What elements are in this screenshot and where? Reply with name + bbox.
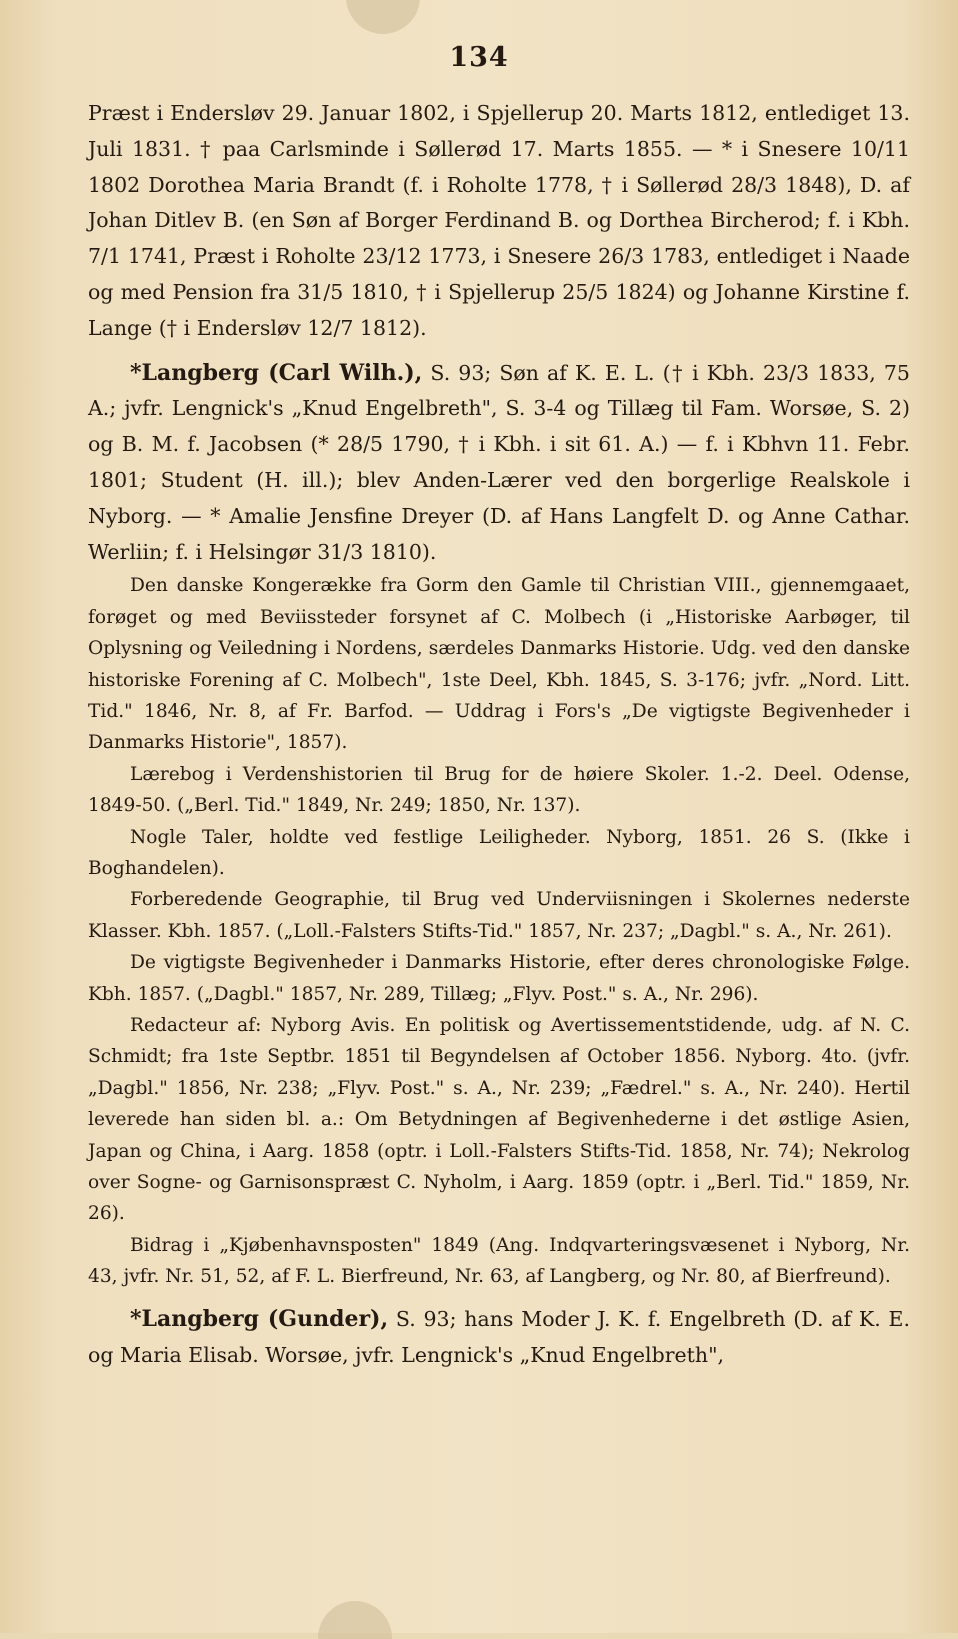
- entry-heading: *Langberg (Gunder),: [130, 1305, 389, 1332]
- entry-langberg-carl: [88, 356, 910, 571]
- bibliography-item: Nogle Taler, holdte ved festlige Leiligheder. Nyborg, 1851. 26 S. (Ikke i Boghandelen).: [88, 826, 910, 880]
- bibliography-item: Redacteur af: Nyborg Avis. En politisk og Avertissementstidende, udg. af N. C. Schmidt; fra 1ste Septbr. 1851 til Begyndelsen af October 1856. Nyborg. 4to. (jvfr. „Dagbl." 1856, Nr. 238; „Flyv. Post." s. A., Nr. 239; „Fædrel." s. A., Nr. 240). Hertil leverede han siden bl. a.: Om Betydningen af Begivenhederne i det østlige Asien, Japan og China, i Aarg. 1858 (optr. i Loll.-Falsters Stifts-Tid. 1858, Nr. 74); Nekrolog over Sogne- og Garnisonspræst C. Nyholm, i Aarg. 1859 (optr. i „Berl. Tid." 1859, Nr. 26).: [88, 1015, 910, 1225]
- entry-body: S. 93; hans Moder J. K. f. Engelbreth (D. af K. E. og Maria Elisab. Worsøe, jvfr. Lengnick's „Knud Engelbreth",: [88, 1306, 910, 1367]
- entry-langberg-gunder: [88, 1302, 910, 1374]
- paragraph-continuation: Præst i Endersløv 29. Januar 1802, i Spjellerup 20. Marts 1812, entlediget 13. Juli 1831. † paa Carlsminde i Søllerød 17. Marts 1855. — * i Snesere 10/11 1802 Dorothea Maria Brandt (f. i Roholte 1778, † i Søllerød 28/3 1848), D. af Johan Ditlev B. (en Søn af Borger Ferdinand B. og Dorthea Bircherod; f. i Kbh. 7/1 1741, Præst i Roholte 23/12 1773, i Snesere 26/3 1783, entlediget i Naade og med Pension fra 31/5 1810, † i Spjellerup 25/5 1824) og Johanne Kirstine f. Lange († i Endersløv 12/7 1812).: [88, 101, 910, 340]
- bibliography-item: Bidrag i „Kjøbenhavnsposten" 1849 (Ang. Indqvarteringsvæsenet i Nyborg, Nr. 43, jvfr. Nr. 51, 52, af F. L. Bierfreund, Nr. 63, af Langberg, og Nr. 80, af Bierfreund).: [88, 1234, 910, 1288]
- bibliography-item: De vigtigste Begivenheder i Danmarks Historie, efter deres chronologiske Følge. Kbh. 1857. („Dagbl." 1857, Nr. 289, Tillæg; „Flyv. Post." s. A., Nr. 296).: [88, 952, 910, 1005]
- entry-heading: *Langberg (Carl Wilh.),: [130, 359, 423, 386]
- bibliography-item: Den danske Kongerække fra Gorm den Gamle til Christian VIII., gjennemgaaet, forøget og med Beviisstеder forsynet af C. Molbech (i „Historiske Aarbøger, til Oplysning og Veiledning i Nordens, særdeles Danmarks Historie. Udg. ved den danske historiske Forening af C. Molbech", 1ste Deel, Kbh. 1845, S. 3-176; jvfr. „Nord. Litt. Tid." 1846, Nr. 8, af Fr. Barfod. — Uddrag i Fors's „De vigtigste Begivenheder i Danmarks Historie", 1857).: [88, 575, 910, 754]
- page-number: 134: [449, 42, 509, 73]
- page-notch-bottom: [318, 1601, 392, 1639]
- page-text: [88, 96, 910, 1373]
- page-notch-top: [346, 0, 420, 34]
- bibliography-item: Lærebog i Verdenshistorien til Brug for de høiere Skoler. 1.-2. Deel. Odense, 1849-50. („Berl. Tid." 1849, Nr. 249; 1850, Nr. 137).: [88, 763, 910, 817]
- bibliography-item: Forberedende Geographie, til Brug ved Underviisningen i Skolernes nederste Klasser. Kbh. 1857. („Loll.-Falsters Stifts-Tid." 1857, Nr. 237; „Dagbl." s. A., Nr. 261).: [88, 889, 910, 942]
- entry-body: S. 93; Søn af K. E. L. († i Kbh. 23/3 1833, 75 A.; jvfr. Lengnick's „Knud Engelbreth", S. 3-4 og Tillæg til Fam. Worsøe, S. 2) og B. M. f. Jacobsen (* 28/5 1790, † i Kbh. i sit 61. A.) — f. i Kbhvn 11. Febr. 1801; Student (H. ill.); blev Anden-Lærer ved den borgerlige Realskole i Nyborg. — * Amalie Jensfine Dreyer (D. af Hans Langfelt D. og Anne Cathar. Werliin; f. i Helsingør 31/3 1810).: [88, 360, 910, 564]
